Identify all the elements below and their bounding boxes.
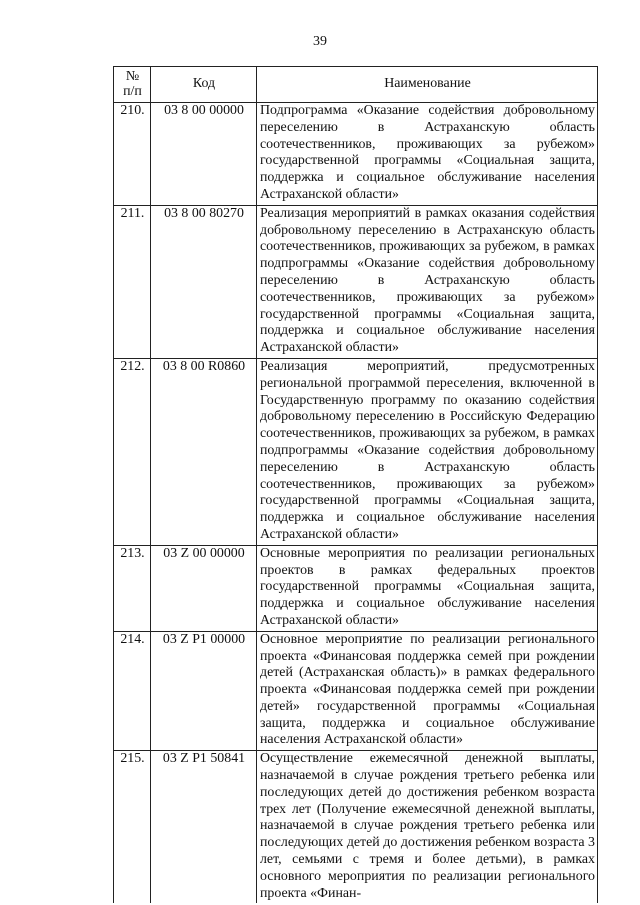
row-name: Подпрограмма «Оказание содействия добровольному переселению в Астраханскую область соотечественников, проживающих за рубежом» государственной программы «Социальная защита, поддержка и социальное обслуживание населения Астраханской области»: [257, 103, 598, 206]
table-row: [114, 103, 598, 206]
table-row: [114, 631, 598, 751]
row-code: 03 8 00 R0860: [151, 358, 257, 545]
row-code: 03 Z P1 00000: [151, 631, 257, 751]
row-number: 211.: [114, 205, 151, 358]
row-code: 03 8 00 80270: [151, 205, 257, 358]
row-code: 03 8 00 00000: [151, 103, 257, 206]
table-row: [114, 358, 598, 545]
row-code: 03 Z P1 50841: [151, 751, 257, 904]
row-name: Основное мероприятие по реализации регионального проекта «Финансовая поддержка семей при рождении детей (Астраханская область)» в рамках федерального проекта «Финансовая поддержка семей при рождении детей» государственной программы «Социальная защита, поддержка и социальное обслуживание населения Астраханской области»: [257, 631, 598, 751]
row-number: 210.: [114, 103, 151, 206]
budget-classification-table: [113, 66, 598, 903]
row-name: Реализация мероприятий, предусмотренных региональной программой переселения, включенной в Государственную программу по оказанию содействия добровольному переселению в Российскую Федерацию соотечественников, проживающих за рубежом, в рамках подпрограммы «Оказание содействия добровольному переселению в Астраханскую область соотечественников, проживающих за рубежом» государственной программы «Социальная защита, поддержка и социальное обслуживание населения Астраханской области»: [257, 358, 598, 545]
row-name: Основные мероприятия по реализации региональных проектов в рамках федеральных проектов государственной программы «Социальная защита, поддержка и социальное обслуживание населения Астраханской области»: [257, 545, 598, 631]
column-header-number-symbol: №: [125, 69, 140, 84]
row-number: 215.: [114, 751, 151, 904]
column-header-code: Код: [151, 67, 257, 103]
row-name: Реализация мероприятий в рамках оказания содействия добровольному переселению в Астраханскую область соотечественников, проживающих за рубежом, в рамках подпрограммы «Оказание содействия добровольному переселению в Астраханскую область соотечественников, проживающих за рубежом» государственной программы «Социальная защита, поддержка и социальное обслуживание населения Астраханской области»: [257, 205, 598, 358]
row-name: Осуществление ежемесячной денежной выплаты, назначаемой в случае рождения третьего ребенка или последующих детей до достижения ребенком возраста трех лет (Получение ежемесячной денежной выплаты, назначаемой в случае рождения третьего ребенка или последующих детей до достижения ребенком возраста 3 лет, семьями с тремя и более детьми), в рамках основного мероприятия по реализации регионального проекта «Финан-: [257, 751, 598, 904]
table-row: [114, 205, 598, 358]
row-code: 03 Z 00 00000: [151, 545, 257, 631]
row-number: 213.: [114, 545, 151, 631]
table-row: [114, 751, 598, 904]
column-header-number: [114, 67, 151, 103]
column-header-name: Наименование: [257, 67, 598, 103]
row-number: 212.: [114, 358, 151, 545]
table-header-row: [114, 67, 598, 103]
table-row: [114, 545, 598, 631]
row-number: 214.: [114, 631, 151, 751]
column-header-number-abbr: п/п: [123, 84, 142, 99]
page-number: 39: [313, 34, 327, 49]
